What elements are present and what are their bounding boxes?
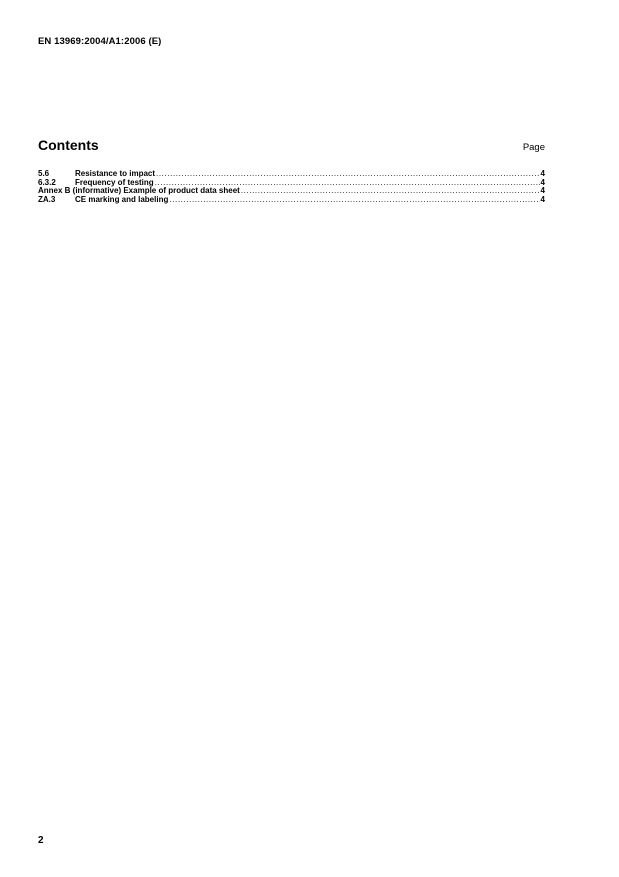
toc-entry-page: 4 [540, 195, 545, 204]
toc-dot-leader [169, 196, 539, 205]
page-number: 2 [38, 835, 44, 846]
toc-dot-leader [241, 187, 540, 196]
toc-entry-page: 4 [540, 170, 545, 178]
toc-entry-annex-b[interactable] [38, 187, 545, 196]
toc-entry-za-3[interactable] [38, 196, 545, 205]
document-identifier: EN 13969:2004/A1:2006 (E) [38, 36, 162, 47]
toc-entry-title: Resistance to impact [75, 170, 156, 178]
toc-entry-page: 4 [540, 187, 545, 196]
toc-title: Contents [38, 137, 99, 153]
toc-entry-title: Frequency of testing [75, 178, 154, 187]
toc-entry-title: Annex B (informative) Example of product data sheet [38, 187, 240, 196]
toc-entry-6-3-2[interactable] [38, 179, 545, 188]
toc-entry-number: ZA.3 [38, 195, 56, 204]
toc-entry-5-6[interactable] [38, 170, 545, 179]
toc-dot-leader [156, 170, 540, 179]
toc-entry-page: 4 [540, 178, 545, 187]
toc-page-column-label: Page [522, 142, 545, 153]
toc-list [38, 170, 545, 204]
toc-entry-title: CE marking and labeling [75, 195, 169, 204]
toc-entry-number: 5.6 [38, 170, 50, 178]
toc-heading-row [38, 137, 545, 153]
toc-entry-number: 6.3.2 [38, 178, 56, 187]
toc-dot-leader [155, 179, 540, 188]
